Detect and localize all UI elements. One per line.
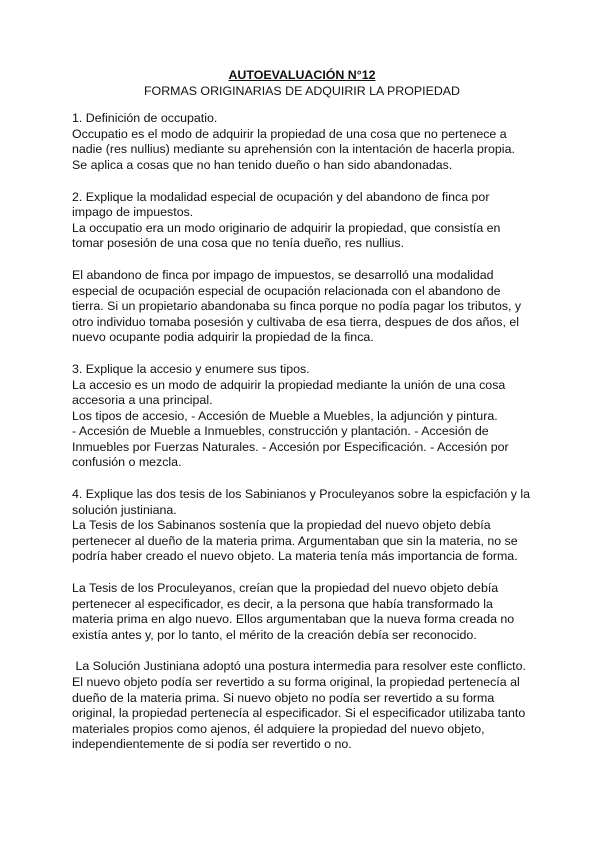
section-1 <box>72 111 532 173</box>
answer-4-paragraph-2: La Tesis de los Proculeyanos, creían que la propiedad del nuevo objeto debía pertenecer al especificador, es decir, a la persona que había transformado la materia prima en algo nuevo. Ellos argumentaban que la nueva forma creada no existía antes y, por lo tanto, el mérito de la creación debía ser reconocido. <box>72 581 515 642</box>
document-subtitle: FORMAS ORIGINARIAS DE ADQUIRIR LA PROPIEDAD <box>143 83 461 98</box>
answer-2-paragraph-1: La occupatio era un modo originario de adquirir la propiedad, que consistía en tomar posesión de una cosa que no tenía dueño, res nullius. <box>72 220 501 251</box>
answer-4-paragraph-3: La Solución Justiniana adoptó una postura intermedia para resolver este conflicto. El nuevo objeto podía ser revertido a su forma original, la propiedad pertenecía al dueño de la materia prima. Si nuevo objeto no podía ser revertido a su forma original, la propiedad pertenecía al especificador. Si el especificador utilizaba tanto materiales propios como ajenos, él adquiere la propiedad del nuevo objeto, independientemente de si podía ser revertido o no. <box>72 659 530 752</box>
answer-3-paragraph-2: Los tipos de accesio, - Accesión de Mueble a Muebles, la adjunción y pintura. <box>72 408 498 423</box>
answer-1-paragraph-1: Occupatio es el modo de adquirir la propiedad de una cosa que no pertenece a nadie (res nullius) mediante su aprehensión con la intentación de hacerla propia. Se aplica a cosas que no han tenido dueño o han sido abandonadas. <box>72 126 515 172</box>
question-3: 3. Explique la accesio y enumere sus tipos. <box>72 361 310 376</box>
question-1: 1. Definición de occupatio. <box>72 111 218 126</box>
answer-3-paragraph-3: - Accesión de Mueble a Inmuebles, construcción y plantación. - Accesión de Inmuebles por Fuerzas Naturales. - Accesión por Especificación. - Accesión por confusión o mezcla. <box>72 424 509 470</box>
section-2 <box>72 190 532 346</box>
title-block <box>72 68 532 99</box>
answer-2-paragraph-2: El abandono de finca por impago de impuestos, se desarrolló una modalidad especial de ocupación especial de ocupación relacionada con el abandono de tierra. Si un propietario abandonaba su finca porque no podía pagar los tributos, y otro individuo tomaba posesión y cultivaba de esa tierra, despues de dos años, el nuevo ocupante podia adquirir la propiedad de la finca. <box>72 267 522 345</box>
answer-3-paragraph-1: La accesio es un modo de adquirir la propiedad mediante la unión de una cosa accesoria a una principal. <box>72 377 506 408</box>
question-4: 4. Explique las dos tesis de los Sabinianos y Proculeyanos sobre la espicfación y la solución justiniana. <box>72 487 531 517</box>
question-2: 2. Explique la modalidad especial de ocupación y del abandono de finca por impago de impuestos. <box>72 189 490 220</box>
section-4 <box>72 487 532 753</box>
document-title: AUTOEVALUACIÓN N°12 <box>228 68 376 82</box>
answer-4-paragraph-1: La Tesis de los Sabinanos sostenía que la propiedad del nuevo objeto debía pertenecer al dueño de la materia prima. Argumentaban que sin la materia, no se podría haber creado el nuevo objeto. La materia tenía más importancia de forma. <box>72 518 518 564</box>
document-page <box>72 68 532 769</box>
section-3 <box>72 362 532 471</box>
